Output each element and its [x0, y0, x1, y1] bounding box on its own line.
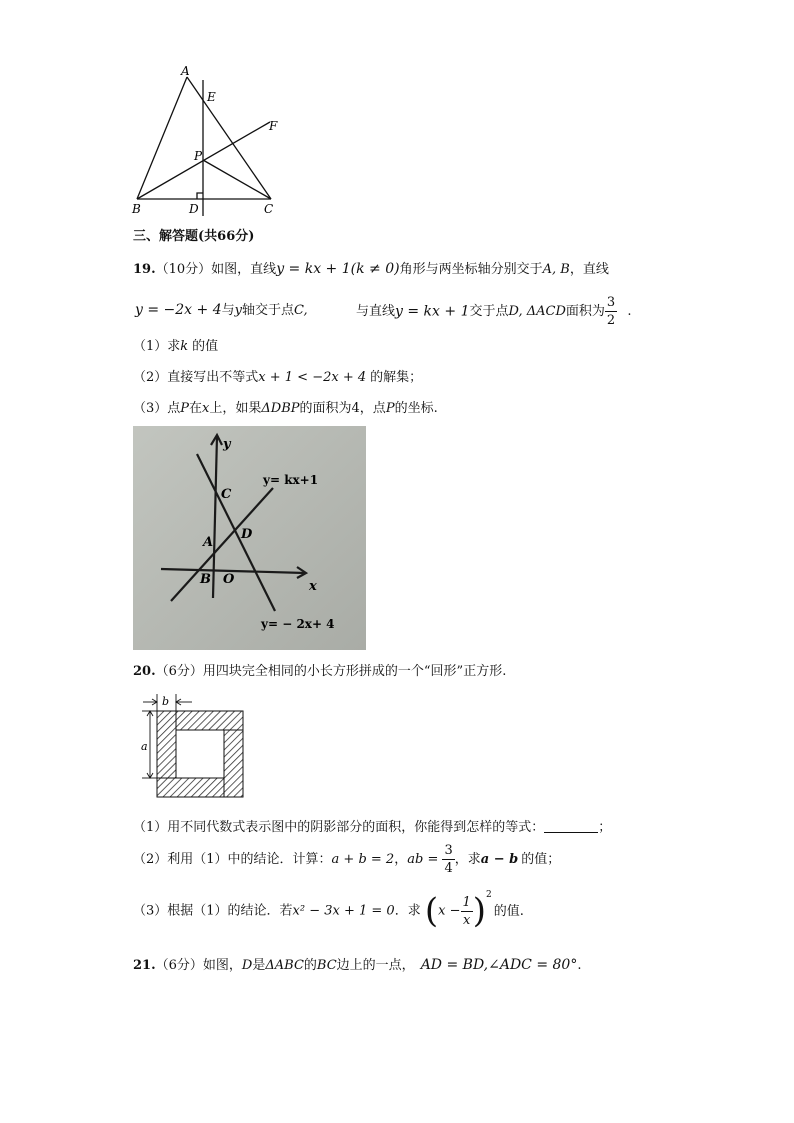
q19-p3-P: P — [180, 401, 190, 416]
q20-p2-fraction — [442, 844, 454, 875]
a-label: a — [141, 740, 148, 753]
q19-eq-line1: y = kx + 1(k ≠ 0) — [276, 261, 400, 277]
q20-text: 用四块完全相同的小长方形拼成的一个“回形”正方形. — [202, 664, 507, 679]
q20-p2-den: 4 — [444, 861, 453, 876]
q20-p1-end: ； — [598, 820, 612, 835]
q19-p3-a: （3）点 — [133, 401, 181, 416]
fig2-label-b: B — [200, 572, 211, 587]
q20-p2-expr: a − b — [480, 852, 519, 867]
label-a: A — [181, 64, 190, 78]
line-pc — [203, 160, 271, 199]
fig2-label-line2: y= − 2x+ 4 — [261, 617, 335, 631]
q21-score: （6分） — [155, 958, 203, 973]
q20-p2-a: （2）利用（1）中的结论．计算： — [133, 852, 332, 867]
q19-point-d: D, — [508, 304, 523, 319]
q20-score: （6分） — [155, 664, 203, 679]
q20-answer-blank[interactable] — [544, 820, 598, 833]
q19-p3-P2: P — [385, 401, 395, 416]
q19-line2b — [356, 296, 631, 327]
q20-p3-eq: x² − 3x + 1 = 0 — [292, 903, 395, 919]
fig2-label-line1: y= kx+1 — [263, 473, 319, 487]
q19-text-2a: 与 — [221, 303, 235, 318]
q20-p3-c: 的值. — [493, 903, 524, 919]
q21-line1 — [133, 958, 581, 972]
q19-p3-x: x — [202, 401, 210, 416]
q19-triangle-acd: ΔACD — [526, 304, 566, 319]
q20-part3 — [133, 890, 524, 931]
q20-p3-x: x − — [438, 903, 461, 919]
q20-p3-num: 1 — [462, 894, 471, 910]
right-angle-mark — [197, 193, 203, 199]
fig2-label-d: D — [241, 527, 253, 542]
q19-line2a — [135, 303, 308, 317]
q19-eq-kx1: y = kx + 1 — [395, 303, 470, 320]
q20-p1-text: （1）用不同代数式表示图中的阴影部分的面积，你能得到怎样的等式： — [133, 820, 545, 835]
triangle-figure — [125, 60, 295, 220]
q20-p2-b: ，求 — [454, 852, 481, 867]
label-p: P — [194, 149, 203, 163]
q19-line1 — [133, 262, 609, 276]
q19-p3-e: 的坐标. — [394, 401, 438, 416]
q20-p3-b: ．求 — [394, 903, 421, 919]
q19-text-1b: 角形与两坐标轴分别交于 — [399, 262, 543, 277]
square-figure — [140, 692, 250, 800]
q19-frac-den: 2 — [606, 313, 616, 328]
q20-part2 — [133, 844, 560, 875]
label-c: C — [264, 202, 274, 216]
q19-p1-b: 的值 — [192, 339, 219, 354]
fig2-label-a: A — [203, 535, 214, 550]
q19-part3 — [133, 402, 438, 415]
q19-text-2c: 与直线 — [356, 304, 396, 319]
q19-text-1a: 如图，直线 — [211, 262, 277, 277]
q20-p2-c: 的值； — [521, 852, 561, 867]
graph-figure — [133, 426, 366, 650]
q19-p3-b: 在 — [189, 401, 203, 416]
q19-points-ab: A, B — [542, 262, 570, 277]
q19-score: （10分） — [155, 262, 212, 277]
q19-p3-triangle: ΔDBP — [261, 401, 300, 416]
q20-p3-den: x — [462, 912, 471, 928]
q20-line1 — [133, 665, 506, 678]
q19-p2-inequality: x + 1 < −2x + 4 — [258, 370, 367, 385]
q21-D: D — [241, 958, 253, 973]
q20-p2-sep: ， — [394, 852, 408, 867]
q19-frac-num: 3 — [606, 295, 616, 310]
b-label: b — [162, 695, 170, 708]
q19-p1-k: k — [180, 339, 189, 354]
label-f: F — [269, 119, 278, 133]
q20-p3-square: 2 — [486, 890, 492, 901]
q20-p2-eq1: a + b = 2 — [331, 852, 395, 867]
inner-square — [176, 730, 224, 778]
label-d: D — [189, 202, 199, 216]
q19-area-fraction — [605, 296, 617, 327]
q21-number: 21. — [133, 958, 156, 973]
label-b: B — [132, 202, 141, 216]
q19-part2 — [133, 371, 422, 384]
fig2-label-o: O — [223, 572, 235, 587]
q20-p3-rparen: ) — [472, 891, 487, 931]
q19-text-2b: 轴交于点 — [242, 303, 295, 318]
label-e: E — [207, 90, 216, 104]
q19-point-c: C, — [294, 303, 308, 318]
q19-part1 — [133, 340, 218, 353]
q21-text-b: 是 — [252, 958, 266, 973]
q20-p2-eq2: ab = — [407, 852, 439, 867]
q21-text-a: 如图， — [202, 958, 242, 973]
q19-text-2end: . — [627, 304, 632, 319]
q19-text-2e: 面积为 — [565, 304, 605, 319]
q19-y: y — [234, 303, 242, 318]
q19-p3-d: 的面积为4，点 — [299, 401, 386, 416]
q20-p2-num: 3 — [444, 843, 453, 858]
q19-text-1c: ，直线 — [569, 262, 609, 277]
side-ac — [187, 77, 271, 199]
q19-p2-a: （2）直接写出不等式 — [133, 370, 259, 385]
q19-text-2d: 交于点 — [469, 304, 509, 319]
fig2-label-x: x — [309, 579, 317, 594]
q20-number: 20. — [133, 664, 156, 679]
side-ab — [137, 77, 187, 199]
q21-BC: BC — [316, 958, 337, 973]
q20-p3-a: （3）根据（1）的结论．若 — [133, 903, 293, 919]
q21-text-d: 边上的一点， — [336, 958, 415, 973]
q20-p3-fraction — [461, 896, 473, 927]
q19-eq-line2: y = −2x + 4 — [135, 302, 222, 318]
q19-p3-c: 上，如果 — [209, 401, 262, 416]
section-heading: 三、解答题(共66分) — [133, 229, 255, 244]
fig2-label-c: C — [221, 487, 232, 502]
q19-p2-b: 的解集； — [370, 370, 423, 385]
q19-number: 19. — [133, 262, 156, 277]
q20-p3-lparen: ( — [424, 891, 439, 931]
q21-condition: AD = BD,∠ADC = 80° — [420, 957, 578, 973]
q21-text-c: 的 — [303, 958, 317, 973]
graph-photo — [133, 426, 366, 650]
q20-part1 — [133, 820, 611, 834]
q19-p1-a: （1）求 — [133, 339, 181, 354]
q21-end: . — [577, 958, 582, 973]
q21-triangle: ΔABC — [265, 958, 304, 973]
fig2-label-y: y — [223, 437, 231, 452]
